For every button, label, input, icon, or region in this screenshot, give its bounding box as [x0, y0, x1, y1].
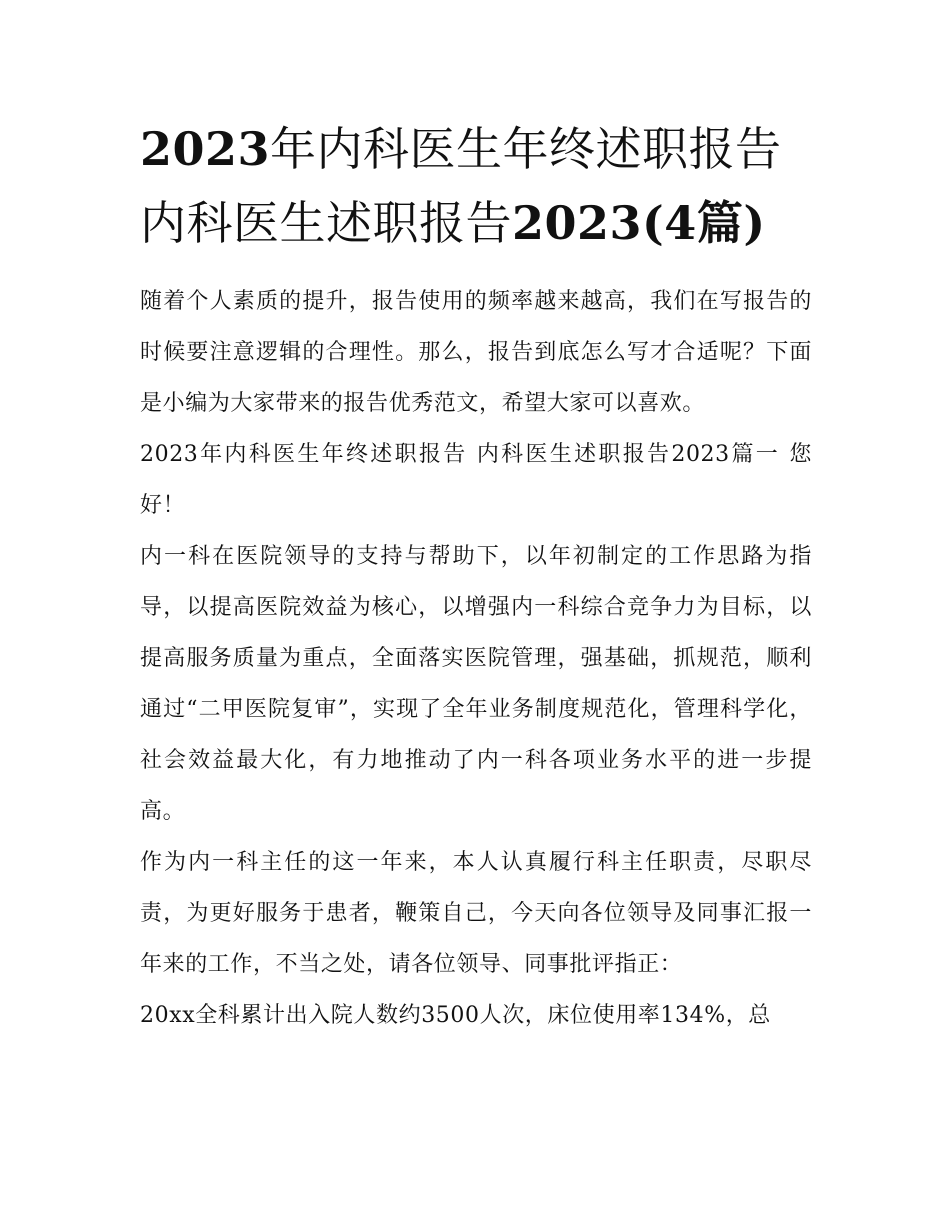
document-title	[140, 112, 812, 260]
title-line1-text: 年内科医生年终述职报告	[270, 122, 782, 176]
document-body	[140, 276, 812, 1041]
title-line2-text: 内科医生述职报告	[140, 196, 512, 250]
paragraph-statistics: 20xx全科累计出入院人数约3500人次，床位使用率134%，总	[140, 1003, 771, 1028]
document-page	[140, 112, 812, 1041]
paragraph-heading: 2023年内科医生年终述职报告 内科医生述职报告2023篇一 您好！	[140, 442, 812, 518]
paragraph-report: 作为内一科主任的这一年来，本人认真履行科主任职责，尽职尽责，为更好服务于患者，鞭策自己，今天向各位领导及同事汇报一年来的工作，不当之处，请各位领导、同事批评指正：	[140, 850, 812, 977]
title-year: 2023	[140, 122, 271, 176]
paragraph-summary: 内一科在医院领导的支持与帮助下，以年初制定的工作思路为指导，以提高医院效益为核心，以增强内一科综合竞争力为目标，以提高服务质量为重点，全面落实医院管理，强基础，抓规范，顺利通过“二甲医院复审”，实现了全年业务制度规范化，管理科学化，社会效益最大化，有力地推动了内一科各项业务水平的进一步提高。	[140, 544, 812, 824]
title-line2-tail: 篇)	[696, 196, 766, 250]
title-line2-num: 2023(4	[512, 196, 697, 250]
paragraph-intro: 随着个人素质的提升，报告使用的频率越来越高，我们在写报告的时候要注意逻辑的合理性。那么，报告到底怎么写才合适呢？下面是小编为大家带来的报告优秀范文，希望大家可以喜欢。	[140, 289, 812, 416]
